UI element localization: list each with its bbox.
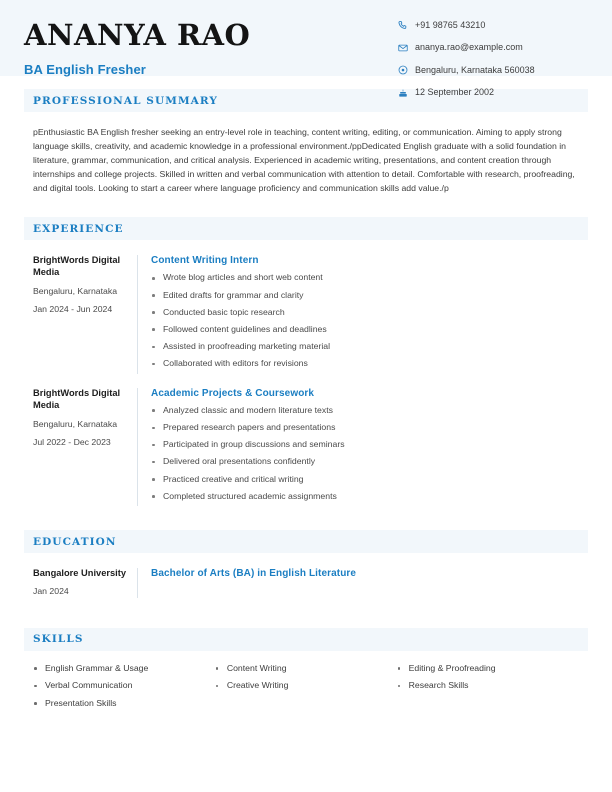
- envelope-icon: [398, 43, 408, 53]
- contact-list: [398, 18, 588, 98]
- section-skills: [0, 628, 612, 716]
- map-pin-icon: [398, 65, 408, 75]
- skills-list: [215, 663, 387, 692]
- list-item: Completed structured academic assignments: [151, 491, 588, 503]
- spacer-between-experience-entries: [24, 374, 588, 388]
- experience-bullets: [151, 405, 588, 502]
- list-item: Presentation Skills: [33, 698, 205, 710]
- experience-organization: BrightWords Digital Media: [33, 255, 121, 278]
- experience-location: Bengaluru, Karnataka: [33, 418, 118, 429]
- header-identity: [24, 18, 250, 77]
- candidate-job-title: BA English Fresher: [24, 62, 146, 78]
- experience-bullets: [151, 272, 588, 369]
- contact-phone-text: +91 98765 43210: [415, 19, 486, 30]
- section-bar-skills: [24, 628, 588, 651]
- section-body-experience: [0, 240, 612, 506]
- skills-column: [397, 663, 579, 716]
- section-education: [0, 530, 612, 597]
- experience-entry: [24, 388, 588, 506]
- skills-column: [33, 663, 215, 716]
- experience-organization: BrightWords Digital Media: [33, 387, 121, 410]
- list-item: Assisted in proofreading marketing material: [151, 341, 588, 353]
- contact-email-text: ananya.rao@example.com: [415, 42, 523, 52]
- contact-email: [398, 43, 588, 53]
- experience-entry-meta: [33, 388, 137, 506]
- spacer-experience-top: [24, 240, 588, 255]
- list-item: Edited drafts for grammar and clarity: [151, 290, 588, 302]
- section-title-education: EDUCATION: [33, 535, 117, 548]
- skills-list: [397, 663, 569, 692]
- spacer-below-education: [0, 598, 612, 628]
- section-title-experience: EXPERIENCE: [33, 222, 124, 235]
- section-experience: [0, 217, 612, 506]
- skills-columns: [24, 651, 588, 716]
- list-item: Followed content guidelines and deadlines: [151, 324, 588, 336]
- contact-birthdate: [398, 88, 588, 98]
- list-item: Content Writing: [215, 663, 387, 675]
- education-degree: Bachelor of Arts (BA) in English Literature: [151, 568, 357, 580]
- contact-phone: [398, 20, 588, 30]
- list-item: Verbal Communication: [33, 680, 205, 692]
- list-item: English Grammar & Usage: [33, 663, 205, 675]
- section-body-summary: [0, 112, 612, 195]
- education-institution: Bangalore University: [33, 568, 127, 579]
- experience-location: Bengaluru, Karnataka: [33, 286, 118, 297]
- experience-role: Content Writing Intern: [151, 255, 259, 267]
- list-item: Creative Writing: [215, 680, 387, 692]
- resume-header: [0, 0, 612, 97]
- candidate-name: ANANYA RAO: [24, 18, 251, 52]
- experience-entry-detail: [137, 255, 588, 373]
- section-bar-experience: [24, 217, 588, 240]
- cake-icon: [398, 88, 408, 98]
- experience-dates: Jul 2022 - Dec 2023: [33, 436, 111, 447]
- experience-dates: Jan 2024 - Jun 2024: [33, 304, 113, 315]
- skills-list: [33, 663, 205, 710]
- contact-location-text: Bengaluru, Karnataka 560038: [415, 64, 535, 75]
- section-body-skills: [0, 651, 612, 716]
- education-entry-detail: [137, 568, 588, 597]
- section-title-skills: SKILLS: [33, 633, 84, 646]
- phone-icon: [398, 20, 408, 30]
- list-item: Practiced creative and critical writing: [151, 474, 588, 486]
- list-item: Prepared research papers and presentations: [151, 422, 588, 434]
- education-entry: [24, 568, 588, 597]
- experience-role: Academic Projects & Coursework: [151, 387, 315, 399]
- section-body-education: [0, 553, 612, 597]
- spacer-below-experience: [0, 506, 612, 530]
- list-item: Delivered oral presentations confidently: [151, 456, 588, 468]
- summary-paragraph: pEnthusiastic BA English fresher seeking an entry-level role in teaching, content writing, editing, or communication. Aiming to apply strong language skills, creativity, and academic knowledge in a professional environment./ppDedicated English graduate with a solid foundation in literature, grammar, communication, and critical analysis. Experienced in academic writing, presentations, and content creation through internships and college projects. Skilled in written and verbal communication with attention to detail. Comfortable with research, proofreading, and digital tools. Looking to start a career where language proficiency and communication skills add value./p: [33, 127, 575, 194]
- list-item: Wrote blog articles and short web content: [151, 272, 588, 284]
- experience-entry: [24, 255, 588, 373]
- list-item: Analyzed classic and modern literature texts: [151, 405, 588, 417]
- experience-entry-detail: [137, 388, 588, 506]
- list-item: Editing & Proofreading: [397, 663, 569, 675]
- section-professional-summary: [0, 89, 612, 195]
- experience-entry-meta: [33, 255, 137, 373]
- contact-birthdate-text: 12 September 2002: [415, 87, 495, 97]
- section-bar-education: [24, 530, 588, 553]
- list-item: Collaborated with editors for revisions: [151, 358, 588, 370]
- list-item: Conducted basic topic research: [151, 307, 588, 319]
- skills-column: [215, 663, 397, 716]
- education-entry-meta: [33, 568, 137, 597]
- list-item: Research Skills: [397, 680, 569, 692]
- contact-location: [398, 65, 588, 75]
- spacer-education-top: [24, 553, 588, 568]
- list-item: Participated in group discussions and seminars: [151, 439, 588, 451]
- section-title-summary: PROFESSIONAL SUMMARY: [33, 94, 219, 107]
- education-dates: Jan 2024: [33, 586, 69, 597]
- spacer-below-summary: [0, 195, 612, 217]
